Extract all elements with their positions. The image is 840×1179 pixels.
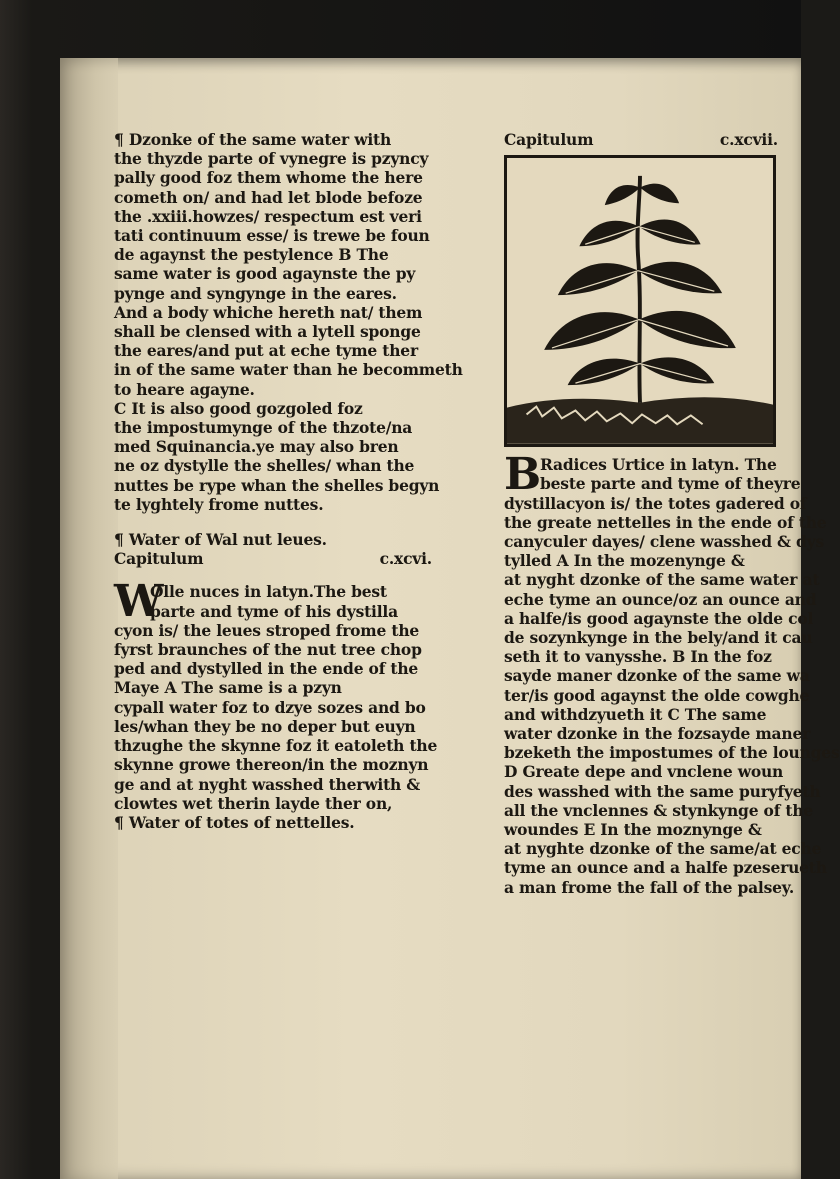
capitulum-label: Capitulum bbox=[504, 130, 594, 149]
left-column bbox=[114, 130, 463, 832]
text-line: woundes E In the moznynge & bbox=[504, 820, 762, 840]
text-line: ter/is good agaynst the olde cowghe bbox=[504, 685, 810, 705]
text-line: the eares/and put at eche tyme ther bbox=[114, 341, 418, 361]
text-line: seth it to vanysshe. B In the foz bbox=[504, 647, 772, 667]
text-line: Radices Urtice in latyn. The bbox=[540, 455, 777, 475]
text-line: the impostumynge of the thzote/na bbox=[114, 418, 413, 438]
text-line: cypall water foz to dzye sozes and bo bbox=[114, 697, 426, 717]
text-line: all the vnclennes & stynkynge of the bbox=[504, 800, 814, 820]
text-line: And a body whiche hereth nat/ them bbox=[114, 302, 423, 322]
text-line: and withdzyueth it C The same bbox=[504, 704, 767, 724]
indented-lines bbox=[504, 449, 801, 501]
capitulum-label: Capitulum bbox=[114, 549, 204, 569]
text-line: Olle nuces in latyn.The best bbox=[150, 582, 387, 602]
text-line: eche tyme an ounce/oz an ounce and bbox=[504, 589, 817, 609]
text-line: les/whan they be no deper but euyn bbox=[114, 716, 416, 736]
text-line: a halfe/is good agaynste the olde col bbox=[504, 608, 814, 628]
text-line: pally good foz them whome the here bbox=[114, 168, 423, 188]
text-line: a man frome the fall of the palsey. bbox=[504, 877, 795, 897]
text-line: med Squinancia.ye may also bren bbox=[114, 437, 399, 457]
text-line: cyon is/ the leues stroped frome the bbox=[114, 620, 420, 640]
paragraph-nettle-roots bbox=[504, 449, 840, 897]
text-line: canyculer dayes/ clene wasshed & dys bbox=[504, 532, 824, 552]
text-line: fyrst braunches of the nut tree chop bbox=[114, 640, 422, 660]
text-line: thzughe the skynne foz it eatoleth the bbox=[114, 736, 438, 756]
page-gutter bbox=[60, 58, 118, 1179]
text-line: at nyght dzonke of the same water at bbox=[504, 570, 820, 590]
text-line: tyme an ounce and a halfe pzeserueth bbox=[504, 858, 827, 878]
text-line: clowtes wet therin layde ther on, bbox=[114, 793, 393, 813]
text-line: skynne growe thereon/in the moznyn bbox=[114, 755, 429, 775]
text-line: at nyghte dzonke of the same/at eche bbox=[504, 839, 822, 859]
chapter-heading-walnut bbox=[114, 530, 432, 568]
text-line: beste parte and tyme of theyre bbox=[540, 474, 801, 494]
text-line: te lyghtely frome nuttes. bbox=[114, 494, 324, 514]
text-line: D Greate depe and vnclene woun bbox=[504, 762, 784, 782]
text-line: the greate nettelles in the ende of the bbox=[504, 512, 827, 532]
text-line: sayde maner dzonke of the same wa bbox=[504, 666, 810, 686]
text-line: same water is good agaynste the py bbox=[114, 264, 416, 284]
text-line: pynge and syngynge in the eares. bbox=[114, 283, 397, 303]
text-line: cometh on/ and had let blode befoze bbox=[114, 187, 423, 207]
text-line: shall be clensed with a lytell sponge bbox=[114, 322, 421, 342]
text-line: tati continuum esse/ is trewe be foun bbox=[114, 226, 430, 246]
text-line: de sozynkynge in the bely/and it cau bbox=[504, 628, 813, 648]
text-line: parte and tyme of his dystilla bbox=[150, 601, 398, 621]
text-line: ¶ Dzonke of the same water with bbox=[114, 130, 392, 149]
drop-cap: B bbox=[504, 449, 541, 501]
body-lines bbox=[504, 493, 840, 897]
text-line: to heare agayne. bbox=[114, 379, 255, 399]
text-line: dystillacyon is/ the totes gadered of bbox=[504, 493, 807, 513]
chapter-number: c.xcvii. bbox=[719, 130, 778, 149]
text-line: ne oz dystylle the shelles/ whan the bbox=[114, 456, 415, 476]
text-line: de agaynst the pestylence B The bbox=[114, 245, 389, 265]
text-line: tylled A In the mozenynge & bbox=[504, 551, 745, 571]
nettle-plant-icon bbox=[507, 158, 773, 444]
text-line: the .xxiii.howzes/ respectum est veri bbox=[114, 206, 422, 226]
spacer bbox=[114, 514, 432, 528]
text-line: nuttes be rype whan the shelles begyn bbox=[114, 475, 440, 495]
chapter-number-row bbox=[114, 549, 432, 568]
text-line: des wasshed with the same puryfyeth bbox=[504, 781, 821, 801]
book-page bbox=[60, 58, 840, 1179]
drop-cap: W bbox=[114, 576, 164, 628]
text-line: in of the same water than he becommeth bbox=[114, 360, 463, 380]
paragraph-walnut-leaves bbox=[114, 576, 438, 832]
text-line: water dzonke in the fozsayde maner bbox=[504, 724, 811, 744]
text-line: bzeketh the impostumes of the lounges bbox=[504, 743, 840, 763]
text-line: C It is also good gozgoled foz bbox=[114, 398, 363, 418]
paragraph-distillation-use bbox=[114, 130, 463, 514]
text-line: ¶ Water of totes of nettelles. bbox=[114, 812, 355, 832]
text-line: the thyzde parte of vynegre is pzyncy bbox=[114, 149, 429, 169]
chapter-title: ¶ Water of Wal nut leues. bbox=[114, 530, 327, 550]
text-line: ge and at nyght wasshed therwith & bbox=[114, 774, 421, 794]
nettle-woodcut-illustration bbox=[504, 155, 776, 447]
right-column bbox=[504, 130, 840, 897]
chapter-heading-nettle bbox=[504, 130, 778, 149]
chapter-number: c.xcvi. bbox=[379, 549, 432, 569]
body-lines bbox=[114, 620, 438, 832]
text-line: ped and dystylled in the ende of the bbox=[114, 659, 419, 679]
text-line: Maye A The same is a pzyn bbox=[114, 678, 342, 698]
